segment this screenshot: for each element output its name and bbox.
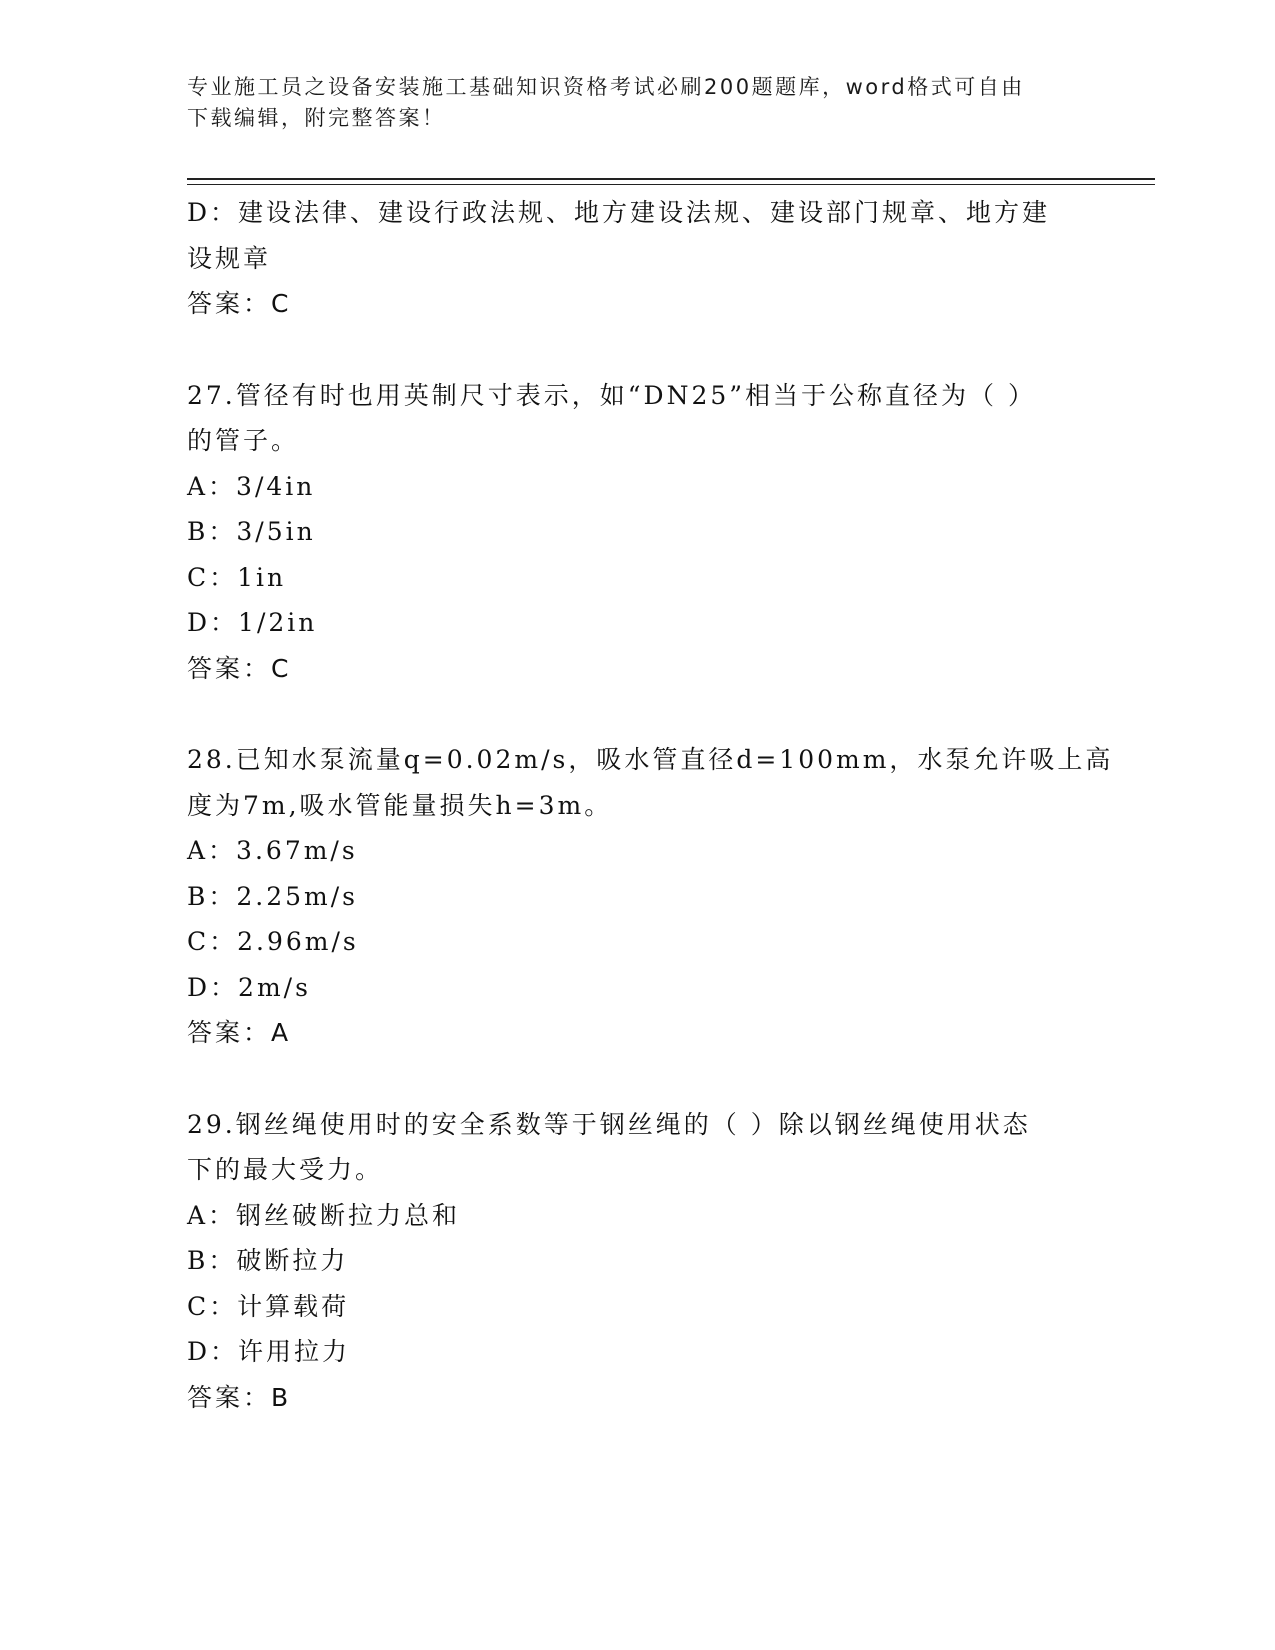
answer-label: 答案：C <box>187 289 292 318</box>
previous-question-tail <box>187 190 1067 327</box>
answer-label: 答案：C <box>187 653 292 683</box>
answer-label: 答案：B <box>187 1382 292 1412</box>
answer-label: 答案：A <box>187 1018 292 1047</box>
option-d: D：2m/s <box>187 972 311 1002</box>
option-b: B：3/5in <box>187 517 316 546</box>
question-stem: 28.已知水泵流量q=0.02m/s，吸水管直径d=100mm，水泵允许吸上高 <box>187 745 1114 774</box>
option-b: B：破断拉力 <box>187 1246 349 1275</box>
header-line-1: 专业施工员之设备安装施工基础知识资格考试必刷200题题库，word格式可自由 <box>187 75 1025 99</box>
question-stem: 29.钢丝绳使用时的安全系数等于钢丝绳的（ ）除以钢丝绳使用状态 <box>187 1109 1031 1139</box>
option-d: D：1/2in <box>187 608 318 637</box>
header-divider-thin <box>187 184 1155 185</box>
option-d: D：建设法律、建设行政法规、地方建设法规、建设部门规章、地方建 <box>187 198 1051 227</box>
question-list <box>187 190 1114 1420</box>
option-a: A：钢丝破断拉力总和 <box>187 1200 461 1230</box>
question-stem-continued: 度为7m,吸水管能量损失h=3m。 <box>187 790 613 820</box>
option-c: C：1in <box>187 562 287 592</box>
option-b: B：2.25m/s <box>187 881 358 911</box>
question-stem-continued: 下的最大受力。 <box>187 1155 384 1184</box>
header-line-2: 下载编辑，附完整答案！ <box>187 106 446 130</box>
question-28 <box>187 737 1114 1056</box>
header-divider-thick <box>187 178 1155 180</box>
option-d-continued: 设规章 <box>187 243 272 273</box>
question-stem-continued: 的管子。 <box>187 426 300 455</box>
question-27 <box>187 373 1067 692</box>
document-header <box>187 72 1067 134</box>
option-c: C：计算载荷 <box>187 1291 350 1321</box>
question-29 <box>187 1102 1067 1421</box>
option-a: A：3/4in <box>187 471 316 501</box>
question-stem: 27.管径有时也用英制尺寸表示，如“DN25”相当于公称直径为（ ） <box>187 380 1036 410</box>
option-d: D：许用拉力 <box>187 1337 351 1366</box>
option-c: C：2.96m/s <box>187 927 359 956</box>
option-a: A：3.67m/s <box>187 836 358 865</box>
